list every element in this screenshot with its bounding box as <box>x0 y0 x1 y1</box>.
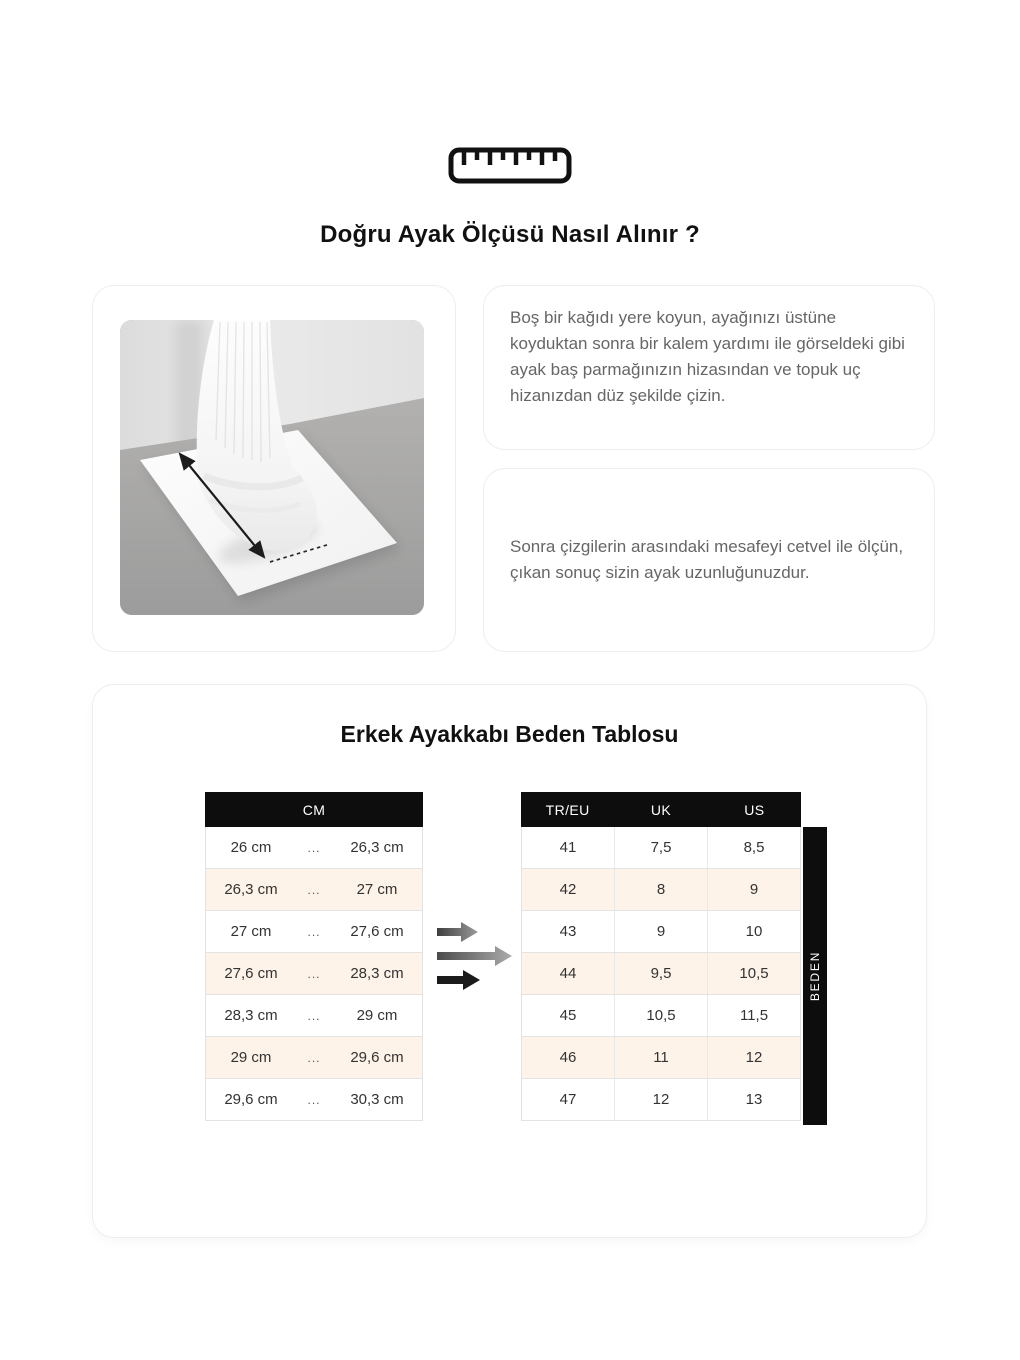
instruction-card-2 <box>483 468 935 652</box>
range-dots: ... <box>307 1050 321 1065</box>
size-table-card <box>92 684 927 1238</box>
size-table-row <box>521 953 801 995</box>
cm-to-value: 28,3 cm <box>350 965 404 982</box>
cm-to-value: 27,6 cm <box>350 923 404 940</box>
cm-table-row <box>205 995 423 1037</box>
size-table-row <box>521 1037 801 1079</box>
uk-value: 9 <box>614 911 707 952</box>
tr-eu-value: 46 <box>559 1049 577 1066</box>
uk-value: 9,5 <box>614 953 707 994</box>
us-value: 13 <box>707 1079 800 1120</box>
foot-photo-card <box>92 285 456 652</box>
range-dots: ... <box>307 924 321 939</box>
size-table-row <box>521 827 801 869</box>
cm-table-row <box>205 911 423 953</box>
range-dots: ... <box>307 840 321 855</box>
cm-table-header <box>205 792 423 827</box>
tr-eu-value: 43 <box>559 923 577 940</box>
range-dots: ... <box>307 1092 321 1107</box>
cm-to-value: 27 cm <box>356 881 398 898</box>
size-table-title: Erkek Ayakkabı Beden Tablosu <box>340 721 679 747</box>
cm-from-value: 27,6 cm <box>224 965 278 982</box>
cm-table-row <box>205 1079 423 1121</box>
us-value: 11,5 <box>707 995 800 1036</box>
uk-value: 10,5 <box>614 995 707 1036</box>
range-dots: ... <box>307 1008 321 1023</box>
us-value: 10 <box>707 911 800 952</box>
tr-eu-value: 42 <box>559 881 577 898</box>
cm-from-value: 28,3 cm <box>224 1007 278 1024</box>
uk-value: 11 <box>614 1037 707 1078</box>
cm-range-table <box>205 792 423 1121</box>
range-dots: ... <box>307 966 321 981</box>
us-value: 8,5 <box>707 827 800 868</box>
cm-to-value: 30,3 cm <box>350 1091 404 1108</box>
foot-measurement-photo <box>120 320 424 615</box>
conversion-arrows-icon <box>437 921 515 993</box>
size-conversion-table <box>521 792 801 1121</box>
range-dots: ... <box>307 882 321 897</box>
beden-side-label <box>803 827 827 1125</box>
uk-value: 8 <box>614 869 707 910</box>
size-table-row <box>521 911 801 953</box>
header-uk: UK <box>650 801 672 818</box>
tr-eu-value: 47 <box>559 1091 577 1108</box>
cm-to-value: 26,3 cm <box>350 839 404 856</box>
cm-to-value: 29,6 cm <box>350 1049 404 1066</box>
size-table-row <box>521 869 801 911</box>
header-us: US <box>744 801 765 818</box>
size-table-header <box>521 792 801 827</box>
cm-from-value: 29 cm <box>230 1049 272 1066</box>
instruction-step-2: Sonra çizgilerin arasındaki mesafeyi cetvel ile ölçün, çıkan sonuç sizin ayak uzunluğunuzdur. <box>510 537 904 582</box>
cm-table-row <box>205 827 423 869</box>
uk-value: 7,5 <box>614 827 707 868</box>
size-table-row <box>521 1079 801 1121</box>
us-value: 12 <box>707 1037 800 1078</box>
cm-header-label: CM <box>302 801 326 818</box>
size-table-row <box>521 995 801 1037</box>
page-title: Doğru Ayak Ölçüsü Nasıl Alınır ? <box>320 221 700 248</box>
cm-from-value: 26,3 cm <box>224 881 278 898</box>
tr-eu-value: 41 <box>559 839 577 856</box>
us-value: 9 <box>707 869 800 910</box>
cm-from-value: 27 cm <box>230 923 272 940</box>
us-value: 10,5 <box>707 953 800 994</box>
beden-label-text: BEDEN <box>808 950 822 1002</box>
tr-eu-value: 44 <box>559 965 577 982</box>
instruction-card-1 <box>483 285 935 450</box>
cm-to-value: 29 cm <box>356 1007 398 1024</box>
cm-table-row <box>205 1037 423 1079</box>
cm-from-value: 29,6 cm <box>224 1091 278 1108</box>
cm-table-row <box>205 869 423 911</box>
cm-table-row <box>205 953 423 995</box>
instruction-step-1: Boş bir kağıdı yere koyun, ayağınızı üstüne koyduktan sonra bir kalem yardımı ile görseldeki gibi ayak baş parmağınızın hizasından ve topuk uç hizanızdan düz şekilde çizin. <box>510 308 905 405</box>
cm-from-value: 26 cm <box>230 839 272 856</box>
ruler-icon <box>0 147 1020 189</box>
header-tr-eu: TR/EU <box>545 801 590 818</box>
uk-value: 12 <box>614 1079 707 1120</box>
tr-eu-value: 45 <box>559 1007 577 1024</box>
